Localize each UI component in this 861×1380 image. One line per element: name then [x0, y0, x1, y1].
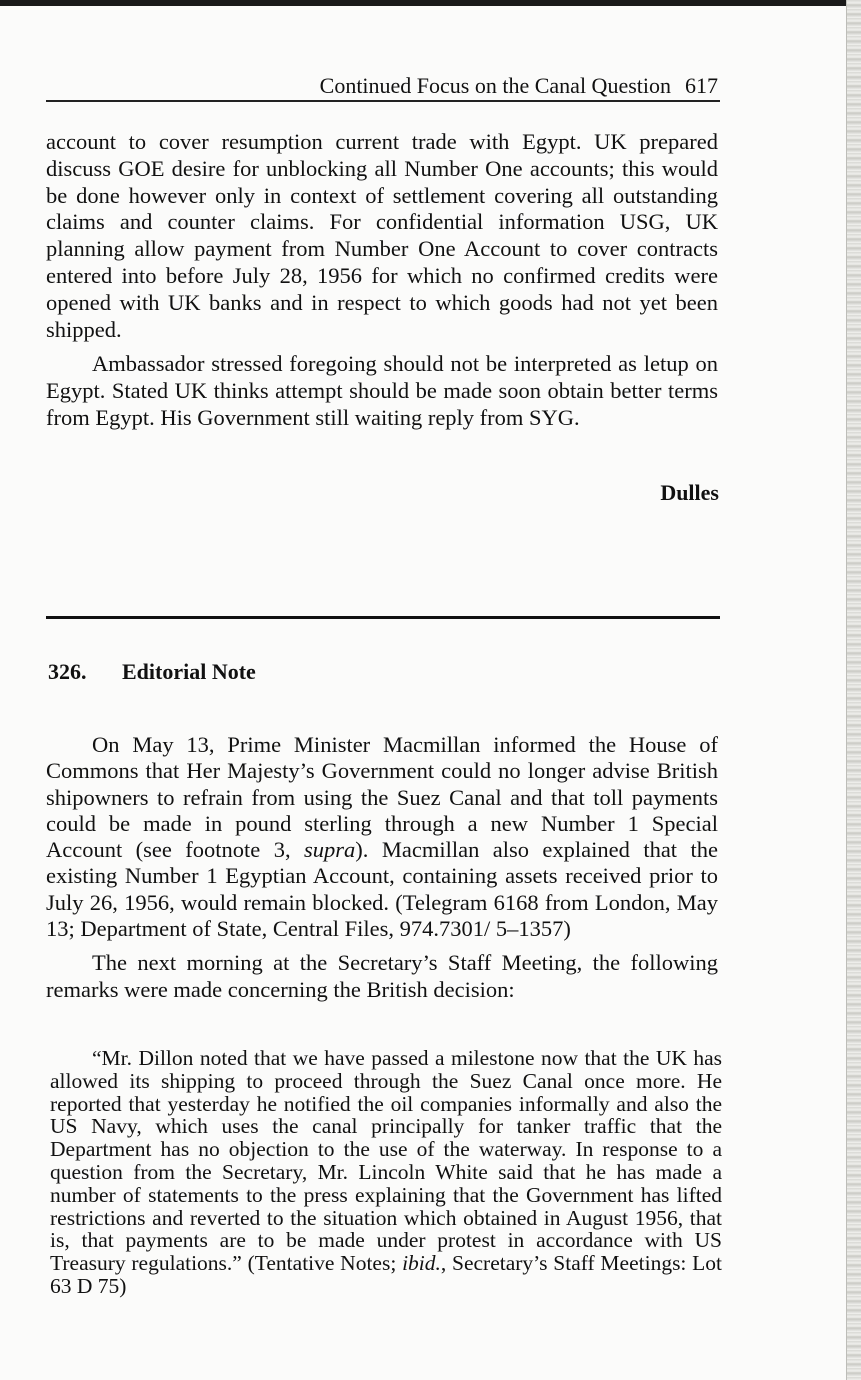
- scan-page-edge: [846, 0, 861, 1380]
- document-number: 326.: [48, 659, 87, 684]
- page-number: 617: [685, 73, 718, 98]
- section-divider: [46, 616, 720, 619]
- quote-paragraph: “Mr. Dillon noted that we have passed a milestone now that the UK has allowed its shipping to proceed through the Suez Canal once more. He reported that yesterday he notified the oil companies informally and also the US Navy, which uses the canal principally for tanker traffic that the Department has no objection to the use of the waterway. In response to a question from the Secretary, Mr. Lincoln White said that he has made a number of statements to the press explaining that the Government has lifted restrictions and reverted to the situation which obtained in August 1956, that is, that payments are to be made under protest in accordance with US Treasury regulations.” (Tentative Notes; ibid., Secretary’s Staff Meetings: Lot 63 D 75): [50, 1046, 723, 1298]
- signature: Dulles: [660, 480, 719, 505]
- running-head: [46, 72, 718, 100]
- note-paragraph-2: The next morning at the Secretary’s Staff Meeting, the following remarks were made concerning the British decision:: [46, 950, 718, 1002]
- telegram-paragraph-1: account to cover resumption current trade with Egypt. UK prepared discuss GOE desire for unblocking all Number One accounts; this would be done however only in context of settlement covering all outstanding claims and counter claims. For confidential information USG, UK planning allow payment from Number One Account to cover contracts entered into before July 28, 1956 for which no confirmed credits were opened with UK banks and in respect to which goods had not yet been shipped.: [46, 129, 718, 342]
- note-paragraph-1: On May 13, Prime Minister Macmillan informed the House of Commons that Her Majesty’s Government could no longer advise British shipowners to refrain from using the Suez Canal and that toll payments could be made in pound sterling through a new Number 1 Special Account (see footnote 3, supra). Macmillan also explained that the existing Number 1 Egyptian Account, containing assets received prior to July 26, 1956, would remain blocked. (Telegram 6168 from London, May 13; Department of State, Central Files, 974.7301/ 5–1357): [46, 732, 718, 942]
- running-head-title: Continued Focus on the Canal Question: [319, 73, 671, 98]
- document-heading: [48, 659, 256, 685]
- editorial-note-body: [46, 732, 718, 1003]
- scan-top-edge: [0, 0, 861, 6]
- document-title: Editorial Note: [122, 659, 256, 684]
- continued-telegram-text: [46, 129, 718, 432]
- staff-meeting-quote: [50, 1047, 722, 1298]
- header-rule: [46, 100, 720, 102]
- telegram-paragraph-2: Ambassador stressed foregoing should not be interpreted as letup on Egypt. Stated UK thinks attempt should be made soon obtain better terms from Egypt. His Government still waiting reply from SYG.: [46, 351, 718, 430]
